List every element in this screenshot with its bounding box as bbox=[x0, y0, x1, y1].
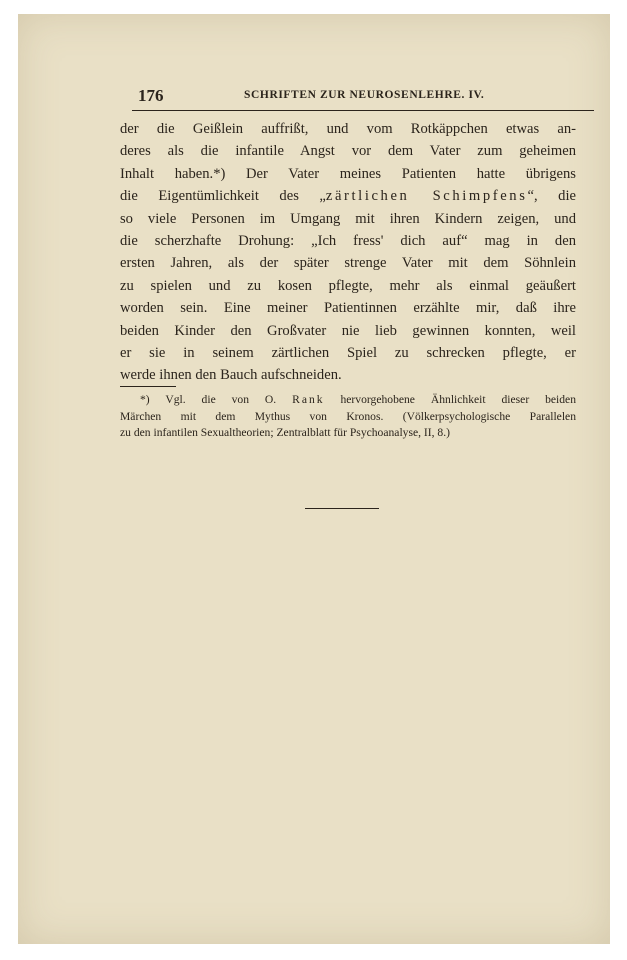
running-title: SCHRIFTEN ZUR NEUROSENLEHRE. IV. bbox=[244, 89, 485, 101]
author-name: Rank bbox=[292, 393, 325, 406]
footnote-line: zu den infantilen Sexualtheorien; Zentralblatt für Psychoanalyse, II, 8.) bbox=[120, 426, 450, 439]
text-line: so viele Personen im Umgang mit ihren Kindern zeigen, und bbox=[120, 210, 576, 227]
spaced-emphasis: zärtlichen Schimpfens bbox=[325, 188, 528, 205]
text-line-start: die Eigentümlichkeit des „ bbox=[120, 188, 326, 205]
text-line: die scherzhafte Drohung: „Ich fress' dich auf“ mag in den bbox=[120, 233, 576, 250]
text-line bbox=[120, 185, 576, 207]
text-line: beiden Kinder den Großvater nie lieb gewinnen konnten, weil bbox=[120, 322, 576, 339]
text-line: worden sein. Eine meiner Patientinnen erzählte mir, daß ihre bbox=[120, 300, 576, 317]
footnote-line bbox=[120, 392, 576, 409]
footnote-line-end: hervorgehobene Ähnlichkeit dieser beiden bbox=[324, 393, 576, 406]
text-line: werde ihnen den Bauch aufschneiden. bbox=[120, 367, 342, 384]
footnote-line-start: *) Vgl. die von O. bbox=[140, 393, 293, 406]
text-line: deres als die infantile Angst vor dem Vater zum geheimen bbox=[120, 143, 576, 160]
footnote-rule bbox=[120, 386, 176, 387]
text-line: der die Geißlein auffrißt, und vom Rotkäppchen etwas an- bbox=[120, 121, 576, 137]
footnote-line: Märchen mit dem Mythus von Kronos. (Völkerpsychologische Parallelen bbox=[120, 409, 576, 423]
body-paragraph bbox=[120, 118, 576, 387]
page-number: 176 bbox=[138, 86, 164, 105]
text-line: ersten Jahren, als der später strenge Vater mit dem Söhnlein bbox=[120, 255, 576, 272]
text-line: zu spielen und zu kosen pflegte, mehr als einmal geäußert bbox=[120, 277, 576, 294]
text-line-end: “, die bbox=[527, 188, 577, 205]
section-end-rule bbox=[305, 508, 379, 509]
footnote bbox=[120, 392, 576, 442]
text-line: er sie in seinem zärtlichen Spiel zu schrecken pflegte, er bbox=[120, 345, 576, 362]
text-line: Inhalt haben.*) Der Vater meines Patienten hatte übrigens bbox=[120, 165, 576, 182]
page-header bbox=[132, 86, 594, 111]
